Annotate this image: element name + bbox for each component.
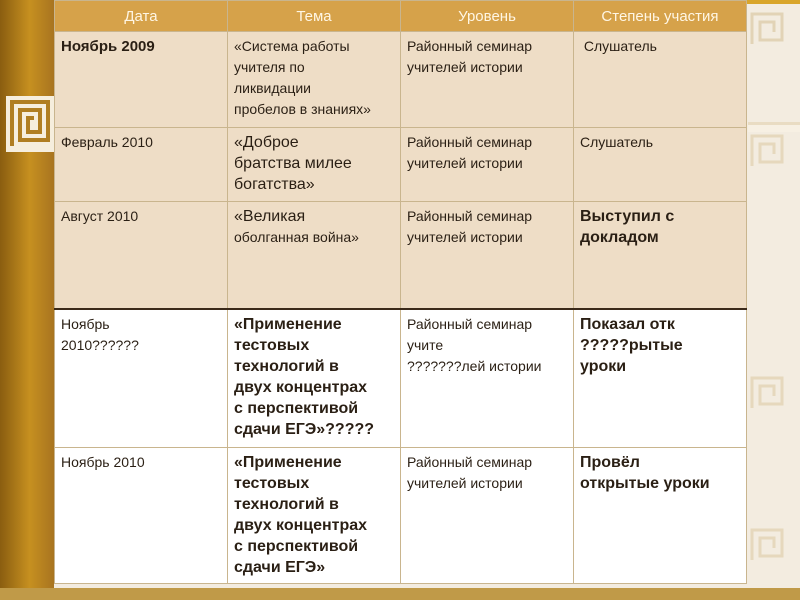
level-line: учите [407,336,444,353]
cell-date [55,448,228,584]
topic-line: учителя по [234,59,305,75]
topic-line: с перспективой [234,399,359,417]
cell-participation [574,448,747,584]
table-row [55,202,747,309]
greek-key-deco-icon [748,374,786,412]
topic-line: двух концентрах [234,517,368,534]
left-decorative-band [0,0,54,600]
topic-line: ликвидации [234,80,311,96]
topic-line: «Доброе [234,134,299,151]
cell-date [55,32,228,128]
bottom-accent-strip [0,588,800,600]
table-header-row [55,1,747,32]
topic-line: «Система работы [234,38,350,54]
topic-line: технологий в [234,496,339,513]
participation-line: Слушатель [580,38,657,54]
level-line: Районный семинар [407,38,533,54]
cell-level [401,128,574,202]
greek-key-deco-icon [748,132,786,170]
topic-line: сдачи ЕГЭ»????? [234,420,375,438]
level-line: Районный семинар [407,208,533,224]
greek-key-deco-icon [748,10,786,48]
level-line: Районный семинар [407,315,533,332]
date-line: Ноябрь [61,315,110,332]
participation-table [54,0,747,584]
table-row [55,309,747,448]
topic-line: с перспективой [234,538,359,555]
level-line: учителей истории [407,155,523,171]
right-decorative-bar [748,122,800,132]
topic-line: сдачи ЕГЭ» [234,559,326,576]
participation-line: уроки [580,357,627,375]
cell-level [401,309,574,448]
table-row [55,128,747,202]
topic-line: «Великая [234,208,306,225]
participation-line: открытые уроки [580,475,710,492]
level-line: ???????лей истории [407,357,542,374]
cell-date [55,309,228,448]
cell-topic [228,448,401,584]
cell-date [55,202,228,309]
cell-topic [228,309,401,448]
participation-line: ?????рытые [580,336,683,354]
cell-topic [228,128,401,202]
cell-topic [228,202,401,309]
header-date: Дата [55,1,228,32]
cell-level [401,202,574,309]
participation-line: Выступил с [580,208,675,225]
level-line: учителей истории [407,59,523,75]
topic-line: тестовых [234,336,310,354]
topic-line: тестовых [234,475,310,492]
cell-date [55,128,228,202]
greek-key-deco-icon [748,526,786,564]
topic-line: оболганная война» [234,229,359,245]
cell-participation [574,309,747,448]
topic-line: технологий в [234,357,339,375]
topic-line: пробелов в знаниях» [234,101,371,117]
topic-line: богатства» [234,176,315,193]
greek-key-ornament-icon [6,96,54,152]
cell-level [401,32,574,128]
header-topic: Тема [228,1,401,32]
level-line: Районный семинар [407,454,533,470]
date-text: Ноябрь 2009 [61,38,155,55]
cell-participation [574,32,747,128]
participation-line: докладом [580,229,659,246]
date-text: Ноябрь 2010 [61,454,145,470]
topic-line: «Применение [234,315,342,333]
header-participation: Степень участия [574,1,747,32]
participation-line: Показал отк [580,315,675,333]
table-row [55,448,747,584]
cell-participation [574,128,747,202]
cell-participation [574,202,747,309]
cell-topic [228,32,401,128]
date-text: Февраль 2010 [61,134,153,150]
level-line: учителей истории [407,229,523,245]
header-level: Уровень [401,1,574,32]
topic-line: «Применение [234,454,342,471]
level-line: Районный семинар [407,134,533,150]
participation-line: Слушатель [580,134,654,150]
date-text: Август 2010 [61,208,139,224]
cell-level [401,448,574,584]
table-row [55,32,747,128]
level-line: учителей истории [407,475,523,491]
topic-line: братства милее [234,155,352,172]
topic-line: двух концентрах [234,378,368,396]
participation-line: Провёл [580,454,640,471]
date-line: 2010?????? [61,336,139,353]
